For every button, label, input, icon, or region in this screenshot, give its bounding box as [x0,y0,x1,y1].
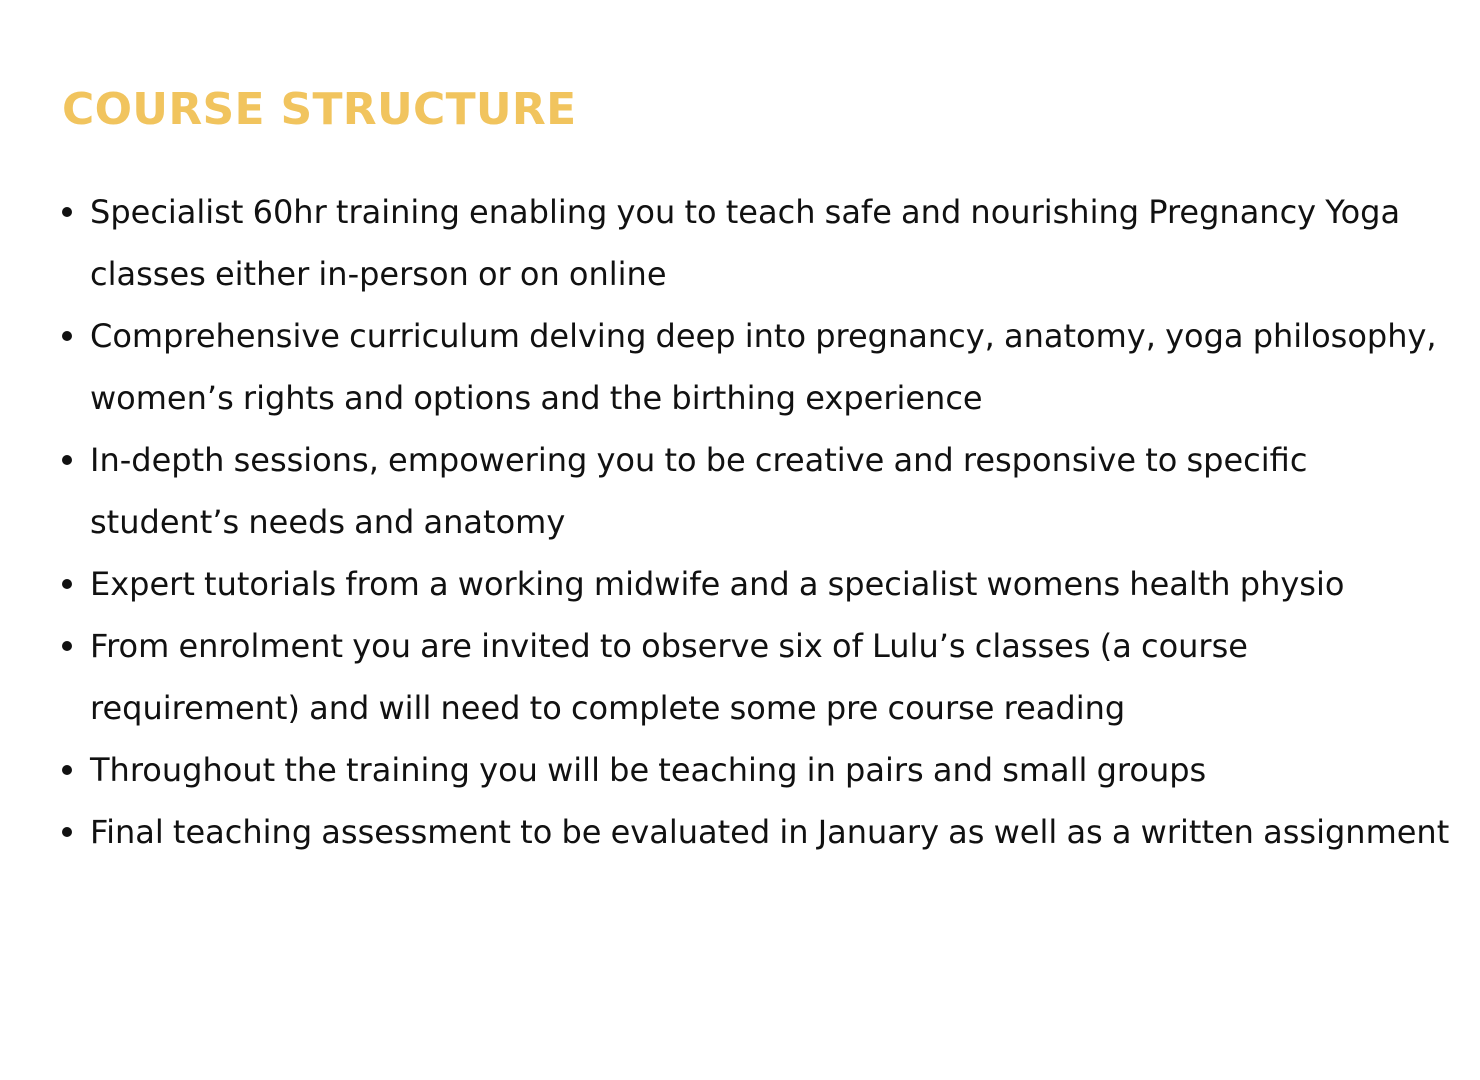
list-item [62,615,1462,739]
bullet-icon [62,455,72,465]
course-structure-section [62,80,1462,863]
list-item [62,739,1462,801]
bullet-icon [62,765,72,775]
list-item-text: Throughout the training you will be teaching in pairs and small groups [90,751,1207,789]
bullet-icon [62,827,72,837]
list-item-text: Final teaching assessment to be evaluated in January as well as a written assignment [90,813,1450,851]
list-item [62,801,1462,863]
list-item-text: In-depth sessions, empowering you to be creative and responsive to specific student’s needs and anatomy [90,441,1308,541]
section-title: COURSE STRUCTURE [62,84,577,135]
course-structure-list [62,181,1462,863]
bullet-icon [62,641,72,651]
list-item-text: Expert tutorials from a working midwife and a specialist womens health physio [90,565,1345,603]
list-item [62,305,1462,429]
bullet-icon [62,579,72,589]
bullet-icon [62,331,72,341]
bullet-icon [62,207,72,217]
list-item [62,429,1462,553]
list-item [62,181,1462,305]
list-item-text: From enrolment you are invited to observe six of Lulu’s classes (a course requirement) and will need to complete some pre course reading [90,627,1248,727]
list-item [62,553,1462,615]
list-item-text: Comprehensive curriculum delving deep into pregnancy, anatomy, yoga philosophy, women’s rights and options and the birthing experience [90,317,1437,417]
list-item-text: Specialist 60hr training enabling you to teach safe and nourishing Pregnancy Yoga classes either in-person or on online [90,193,1401,293]
